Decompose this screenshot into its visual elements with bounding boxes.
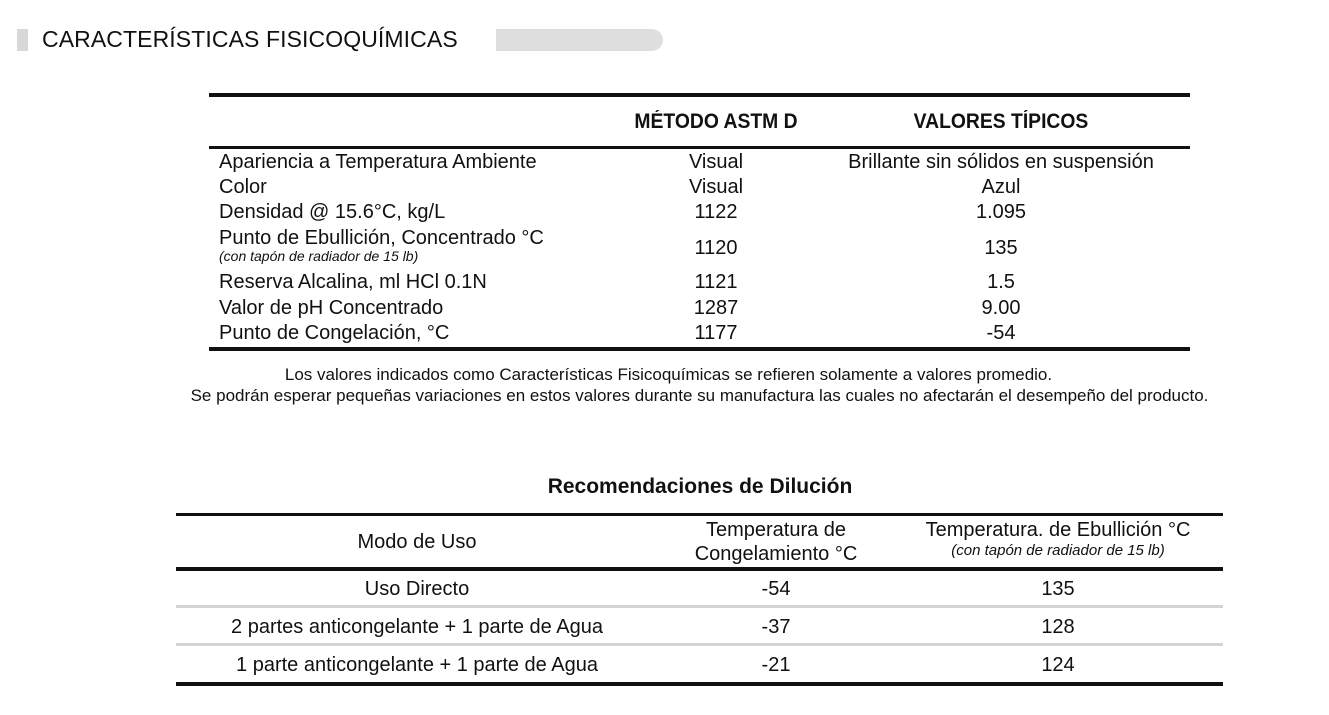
dilution-row — [176, 647, 1223, 683]
dilution-rule-bottom — [176, 682, 1223, 686]
dilution-title: Recomendaciones de Dilución — [547, 475, 853, 498]
table-rule-header — [209, 146, 1190, 149]
dilution-row-separator — [176, 643, 1223, 646]
section-header — [0, 24, 700, 58]
column-header-freeze-line2: Congelamiento °C — [694, 543, 858, 565]
dilution-table — [176, 513, 1223, 688]
property-name: Punto de Ebullición, Concentrado °C — [219, 227, 544, 249]
dilution-boil: 124 — [1041, 654, 1075, 676]
column-header-freeze-line1: Temperatura de — [705, 519, 847, 541]
footnote-line-1: Los valores indicados como Características Fisicoquímicas se refieren solamente a valores promedio. — [284, 365, 1053, 384]
property-name: Reserva Alcalina, ml HCl 0.1N — [219, 271, 487, 293]
dilution-mode: 1 parte anticongelante + 1 parte de Agua — [236, 654, 598, 676]
property-value: 135 — [984, 237, 1018, 259]
column-header-values: VALORES TÍPICOS — [913, 110, 1089, 133]
property-name-with-note — [219, 226, 544, 263]
property-value: 1.5 — [987, 271, 1015, 293]
column-header-boil — [876, 518, 1240, 560]
properties-table — [209, 93, 1190, 351]
dilution-row — [176, 609, 1223, 645]
property-value: 1.095 — [975, 201, 1027, 223]
dilution-boil: 135 — [1041, 578, 1075, 600]
property-value: Azul — [981, 176, 1021, 198]
dilution-mode: Uso Directo — [364, 578, 470, 600]
property-note: (con tapón de radiador de 15 lb) — [219, 248, 419, 264]
table-rule-top — [209, 93, 1190, 97]
section-marker — [17, 29, 28, 51]
column-header-boil-note: (con tapón de radiador de 15 lb) — [951, 542, 1165, 559]
footnote-line-2: Se podrán esperar pequeñas variaciones en estos valores durante su manufactura las cuales no afectarán el desempeño del producto. — [190, 386, 1209, 405]
dilution-mode: 2 partes anticongelante + 1 parte de Agua — [231, 616, 603, 638]
property-method: 1121 — [694, 271, 738, 293]
property-method: 1177 — [694, 322, 738, 344]
property-method: Visual — [688, 151, 744, 173]
property-name: Valor de pH Concentrado — [219, 297, 444, 319]
column-header-mode: Modo de Uso — [357, 531, 477, 553]
dilution-row — [176, 571, 1223, 607]
dilution-freeze: -54 — [761, 578, 791, 600]
property-method: 1122 — [694, 201, 738, 223]
dilution-rule-top — [176, 513, 1223, 516]
property-name: Punto de Congelación, °C — [219, 322, 450, 344]
property-name: Densidad @ 15.6°C, kg/L — [219, 201, 446, 223]
property-name: Color — [219, 176, 267, 198]
dilution-boil: 128 — [1041, 616, 1075, 638]
dilution-freeze: -37 — [761, 616, 791, 638]
property-value: 9.00 — [981, 297, 1021, 319]
dilution-row-separator — [176, 605, 1223, 608]
table-rule-bottom — [209, 347, 1190, 351]
section-title: CARACTERÍSTICAS FISICOQUÍMICAS — [42, 26, 458, 52]
column-header-boil-title: Temperatura. de Ebullición °C — [925, 519, 1191, 541]
property-method: 1120 — [694, 237, 738, 259]
column-header-freeze — [676, 518, 876, 566]
property-value: -54 — [986, 322, 1016, 344]
column-header-method: MÉTODO ASTM D — [634, 110, 798, 133]
property-method: 1287 — [693, 297, 739, 319]
property-method: Visual — [688, 176, 744, 198]
property-name: Apariencia a Temperatura Ambiente — [219, 151, 537, 173]
property-value: Brillante sin sólidos en suspensión — [848, 151, 1154, 173]
dilution-freeze: -21 — [761, 654, 791, 676]
section-header-bar — [496, 29, 663, 51]
